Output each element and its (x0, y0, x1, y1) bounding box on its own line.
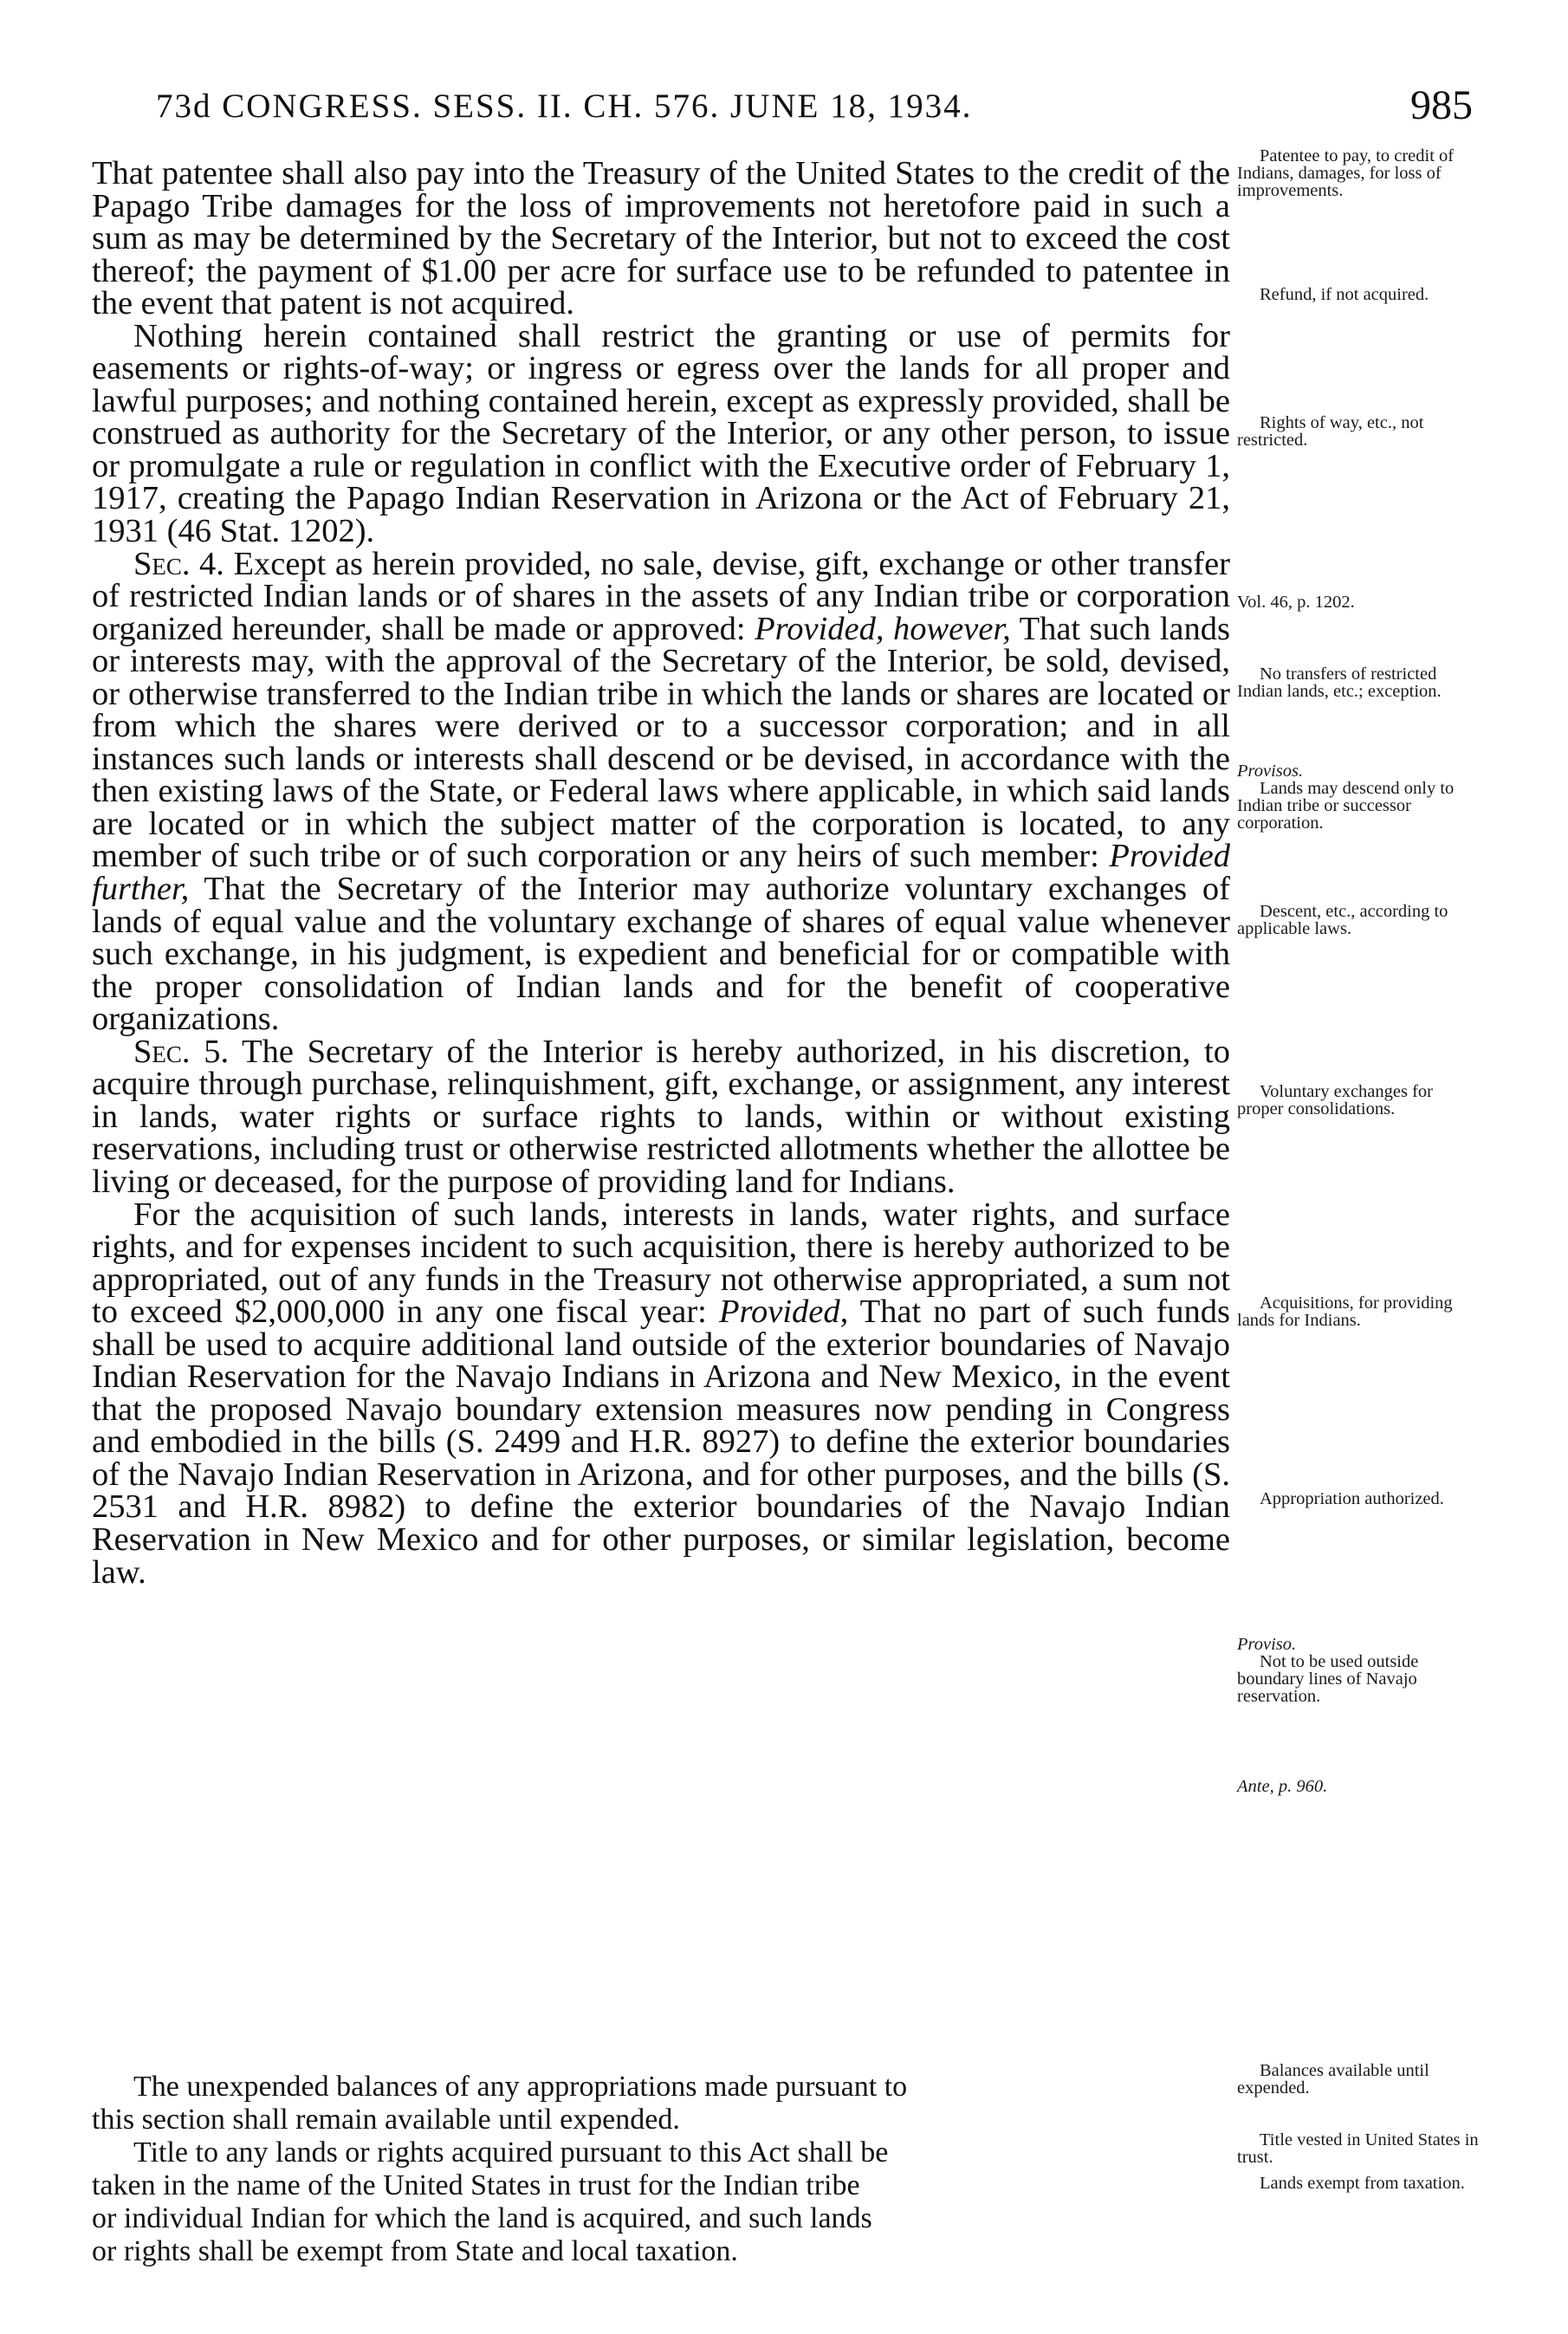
paragraph-easements: Nothing herein contained shall restrict the granting or use of permits for easements or rights-of-way; or ingress or egress over the lands for all proper and lawful purposes; and nothing contained herein, except as expressly provided, shall be construed as authority for the Secretary of the Interior, or any other person, to issue or promulgate a rule or regulation in conflict with the Executive order of February 1, 1917, creating the Papago Indian Reservation in Arizona or the Act of February 21, 1931 (46 Stat. 1202). (92, 317, 1230, 550)
section-4-proviso-2: Provided further, (92, 838, 1231, 908)
main-text (92, 155, 1231, 1591)
title-line-3: or individual Indian for which the land is acquired, and such lands (92, 2202, 872, 2234)
margin-note-rights-of-way: Rights of way, etc., not restricted. (1237, 413, 1424, 450)
provisos-label: Provisos. (1237, 762, 1304, 781)
margin-note-volume: Vol. 46, p. 1202. (1237, 593, 1355, 612)
page-header (156, 82, 1473, 139)
section-5-label: Sec. 5. (133, 1033, 230, 1070)
acquisition-text-2: That no part of such funds shall be used to acquire additional land outside of the exterior boundaries of Navajo Indian Reservation for the Navajo Indians in Arizona and New Mexico, in the event that the proposed Navajo boundary extension measures now pending in Congress and embodied in the bills (S. 2499 and H.R. 8927) to define the exterior boundaries of the Navajo Indian Reservation in Arizona, and for other purposes, and the bills (S. 2531 and H.R. 8982) to define the exterior boundaries of the Navajo Indian Reservation in New Mexico and for other purposes, or similar legislation, become law. (92, 1293, 1230, 1591)
balances-line-2: this section shall remain available until expended. (92, 2104, 680, 2136)
margin-note-provisos: Provisos. Lands may descend only to Indian tribe or successor corporation. (1237, 762, 1481, 832)
section-4-label: Sec. 4. (133, 545, 224, 582)
margin-note-refund: Refund, if not acquired. (1260, 285, 1429, 304)
margin-note-patentee: Patentee to pay, to credit of Indians, damages, for loss of improvements. (1237, 146, 1455, 200)
margin-note-ante: Ante, p. 960. (1237, 1777, 1328, 1796)
title-line-1: Title to any lands or rights acquired pursuant to this Act shall be (133, 2136, 889, 2169)
page-number: 985 (1410, 82, 1473, 128)
section-5 (92, 1033, 1230, 1200)
section-4-text-1: Except as herein provided, no sale, devise, gift, exchange or other transfer of restricted Indian lands or of shares in the assets of any Indian tribe or corporation organized hereunder, shall be made or approved: (92, 545, 1230, 647)
title-line-4: or rights shall be exempt from State and local taxation. (92, 2235, 738, 2267)
running-head: 73d CONGRESS. SESS. II. CH. 576. JUNE 18, 1934. (156, 88, 973, 125)
title-line-2: taken in the name of the United States in trust for the Indian tribe (92, 2169, 860, 2201)
margin-note-title-vested: Title vested in United States in trust. (1237, 2130, 1479, 2167)
section-4-proviso-1: Provided, however, (755, 610, 1011, 647)
margin-note-no-transfers: No transfers of restricted Indian lands, etc.; exception. (1237, 665, 1442, 701)
section-5-text: The Secretary of the Interior is hereby authorized, in his discretion, to acquire through purchase, relinquishment, gift, exchange, or assignment, any interest in lands, water rights or surface rights to lands, within or without existing reservations, including trust or otherwise restricted allotments whether the allottee be living or deceased, for the purpose of providing land for Indians. (92, 1033, 1230, 1200)
section-4 (92, 545, 1231, 1038)
margin-note-appropriation: Appropriation authorized. (1260, 1489, 1444, 1508)
margin-note-descent: Descent, etc., according to applicable laws. (1237, 902, 1448, 938)
margin-note-voluntary-exchanges: Voluntary exchanges for proper consolidations. (1237, 1082, 1434, 1118)
acquisition-proviso: Provided, (718, 1293, 849, 1331)
section-4-text-3: That the Secretary of the Interior may authorize voluntary exchanges of lands of equal value and the voluntary exchange of shares of equal value whenever such exchange, in his judgment, is expedient and beneficial for or compatible with the proper consolidation of Indian lands and for the benefit of cooperative organizations. (92, 871, 1230, 1038)
section-4-text-2: That such lands or interests may, with the approval of the Secretary of the Interior, be sold, devised, or otherwise transferred to the Indian tribe in which the lands or shares are located or from which the shares were derived or to a successor corporation; and in all instances such lands or interests shall descend or be devised, in accordance with the then existing laws of the State, or Federal laws where applicable, in which said lands are located or in which the subject matter of the corporation is located, to any member of such tribe or of such corporation or any heirs of such member: (92, 610, 1230, 875)
margin-note-exempt: Lands exempt from taxation. (1260, 2174, 1465, 2193)
balances-line-1: The unexpended balances of any appropriations made pursuant to (133, 2071, 908, 2103)
paragraph-patentee: That patentee shall also pay into the Treasury of the United States to the credit of the Papago Tribe damages for the loss of improvements not heretofore paid in such a sum as may be determined by the Secretary of the Interior, but not to exceed the cost thereof; the payment of $1.00 per acre for surface use to be refunded to patentee in the event that patent is not acquired. (92, 155, 1230, 322)
proviso-label: Proviso. (1237, 1635, 1297, 1654)
margin-note-proviso-navajo: Proviso. Not to be used outside boundary lines of Navajo reservation. (1237, 1636, 1481, 1705)
paragraph-acquisition (92, 1196, 1230, 1591)
acquisition-text-1: For the acquisition of such lands, interests in lands, water rights, and surface rights, and for expenses incident to such acquisition, there is hereby authorized to be appropriated, out of any funds in the Treasury not otherwise appropriated, a sum not to exceed $2,000,000 in any one fiscal year: (92, 1196, 1230, 1331)
margin-note-acquisitions: Acquisitions, for providing lands for Indians. (1237, 1293, 1453, 1330)
margin-note-balances: Balances available until expended. (1237, 2061, 1429, 2097)
